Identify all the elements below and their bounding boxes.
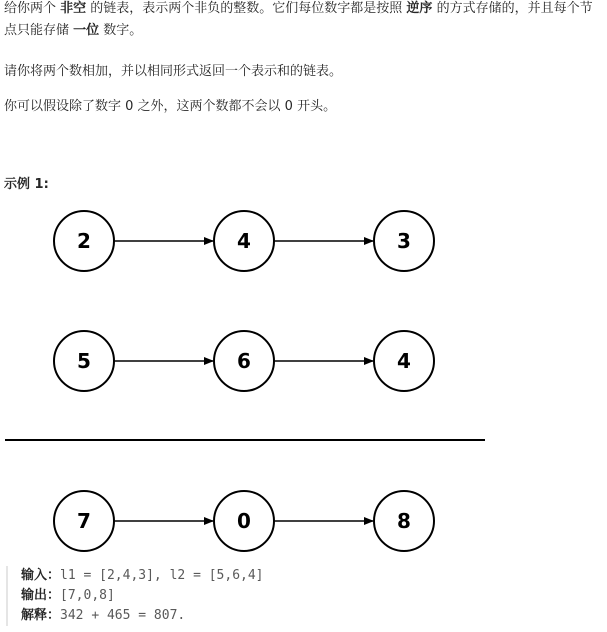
assumption-paragraph: 你可以假设除了数字 0 之外，这两个数都不会以 0 开头。 [4, 99, 337, 114]
l2-node-value-3: 4 [397, 349, 411, 373]
explanation-line [21, 606, 607, 626]
l2-node-value-2: 6 [237, 349, 251, 373]
l1-node-value-2: 4 [237, 229, 251, 253]
desc-text: 的链表，表示两个非负的整数。它们每位数字都是按照 [86, 1, 407, 16]
output-value: [7,0,8] [60, 588, 115, 603]
output-label: 输出： [21, 588, 61, 603]
desc-bold-one-digit: 一位 [73, 23, 100, 38]
desc-bold-reverse: 逆序 [406, 1, 433, 16]
result-node-value-2: 0 [237, 509, 251, 533]
desc-text: 的方式存储的，并且每个节点只能存储 [4, 1, 593, 38]
desc-text: 数字。 [99, 23, 143, 38]
input-line [21, 566, 607, 586]
example-title: 示例 1: [4, 177, 49, 192]
desc-bold-nonempty: 非空 [60, 1, 87, 16]
explanation-label: 解释： [21, 608, 61, 623]
l1-node-value-3: 3 [397, 229, 411, 253]
example-io-block [6, 566, 607, 626]
input-label: 输入： [21, 568, 61, 583]
desc-text: 给你两个 [4, 1, 61, 16]
input-value: l1 = [2,4,3], l2 = [5,6,4] [60, 568, 264, 583]
explanation-value: 342 + 465 = 807. [60, 608, 186, 623]
output-line [21, 586, 607, 606]
result-node-value-3: 8 [397, 509, 411, 533]
result-node-value-1: 7 [77, 509, 91, 533]
l2-node-value-1: 5 [77, 349, 91, 373]
task-paragraph: 请你将两个数相加，并以相同形式返回一个表示和的链表。 [4, 64, 343, 79]
l1-node-value-1: 2 [77, 229, 91, 253]
